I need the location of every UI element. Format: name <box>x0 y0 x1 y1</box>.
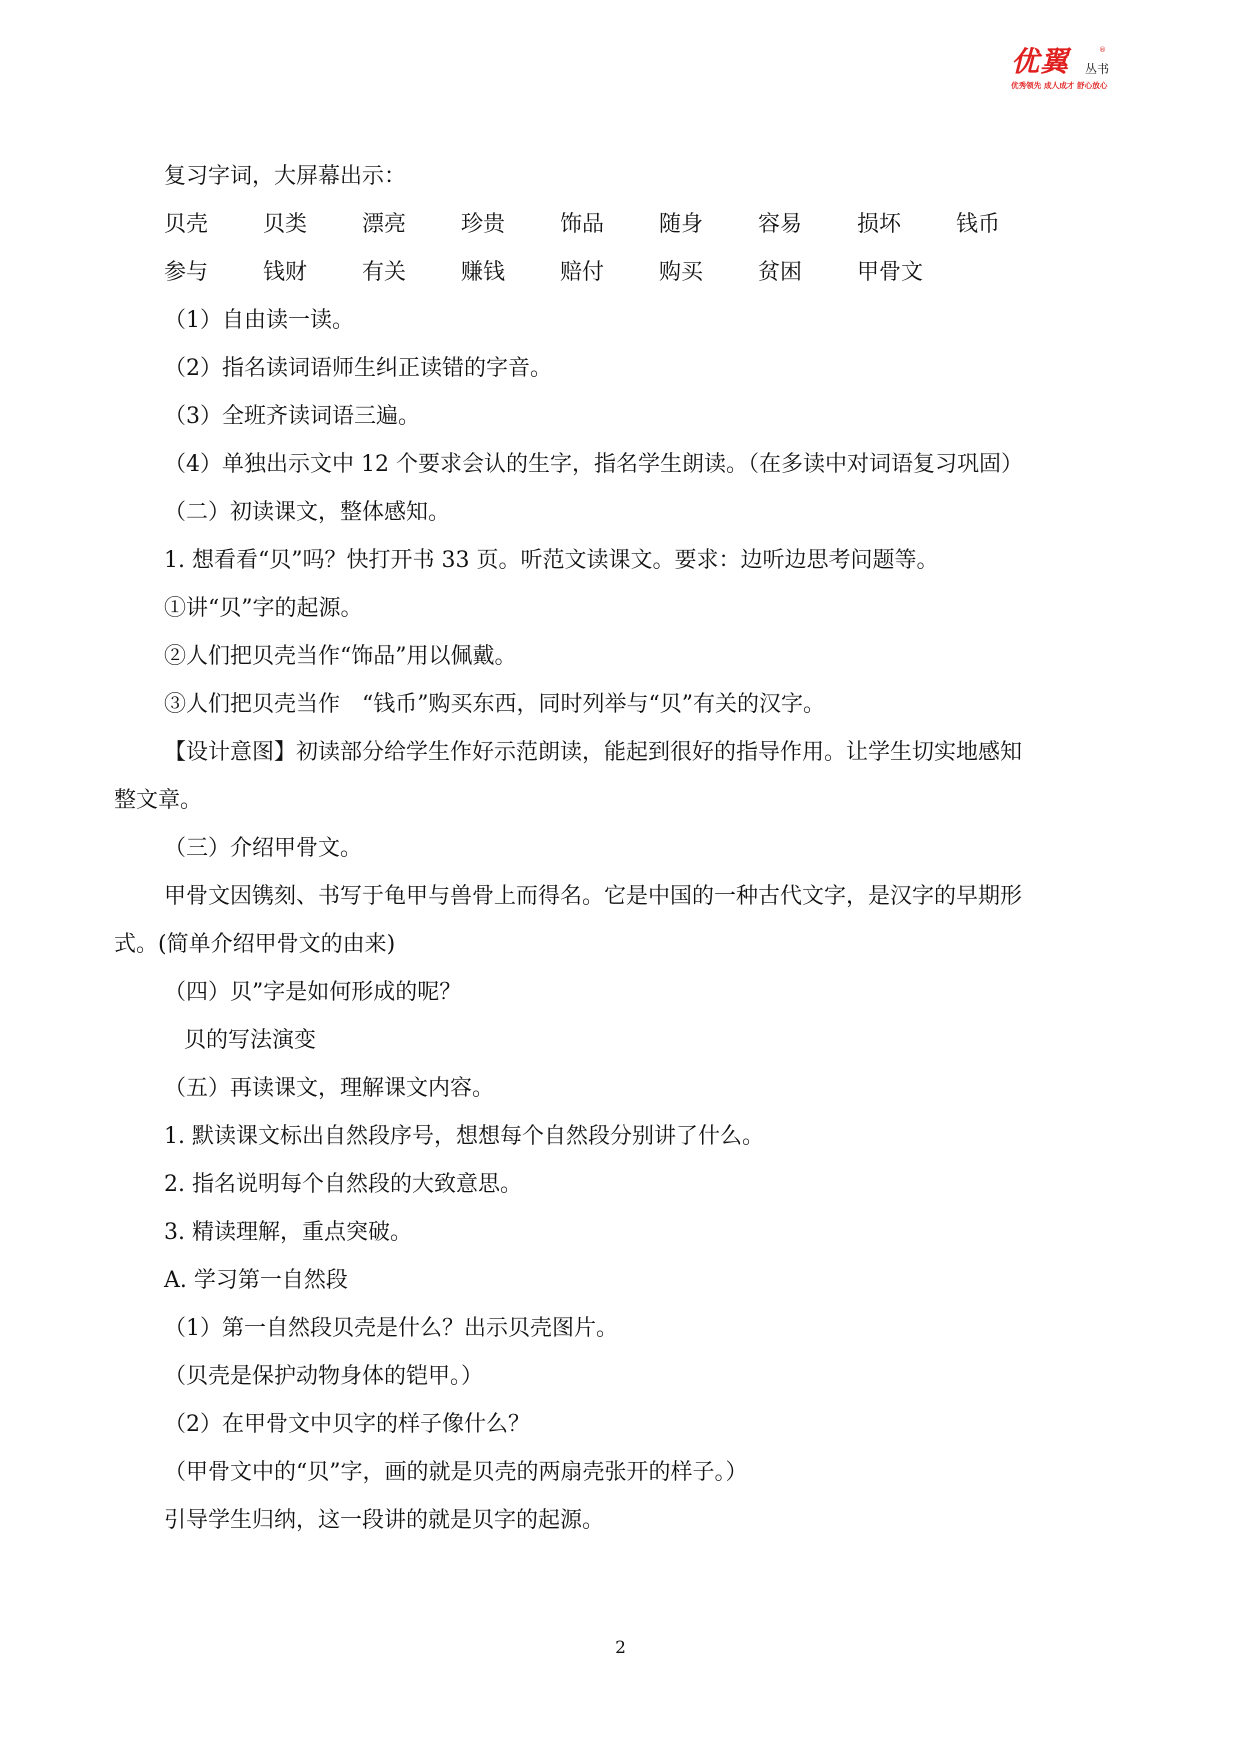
word-item: 贝类 <box>263 212 308 237</box>
paragraph: （贝壳是保护动物身体的铠甲。） <box>164 1364 484 1389</box>
word-item: 随身 <box>659 212 704 237</box>
paragraph: （1）第一自然段贝壳是什么？出示贝壳图片。 <box>164 1316 618 1341</box>
paragraph: 3. 精读理解，重点突破。 <box>164 1220 412 1245</box>
paragraph: 式。(简单介绍甲骨文的由来) <box>114 932 396 957</box>
paragraph: ②人们把贝壳当作“饰品”用以佩戴。 <box>164 644 517 669</box>
paragraph: ①讲“贝”字的起源。 <box>164 596 363 621</box>
word-item: 赔付 <box>560 260 605 285</box>
paragraph: （2）在甲骨文中贝字的样子像什么？ <box>164 1412 530 1437</box>
section-heading: （四）贝”字是如何形成的呢？ <box>164 980 462 1005</box>
paragraph: 1. 想看看“贝”吗？快打开书 33 页。听范文读课文。要求：边听边思考问题等。 <box>164 548 939 573</box>
page-number: 2 <box>615 1638 626 1658</box>
word-item: 有关 <box>362 260 407 285</box>
paragraph: ③人们把贝壳当作 “钱币”购买东西，同时列举与“贝”有关的汉字。 <box>164 692 825 717</box>
paragraph: （2）指名读词语师生纠正读错的字音。 <box>164 356 552 381</box>
paragraph: 整文章。 <box>114 788 203 813</box>
paragraph: （4）单独出示文中 12 个要求会认的生字，指名学生朗读。（在多读中对词语复习巩固） <box>164 452 1023 477</box>
paragraph: 甲骨文因镌刻、书写于龟甲与兽骨上而得名。它是中国的一种古代文字，是汉字的早期形 <box>164 884 1023 909</box>
word-item: 贝壳 <box>164 212 209 237</box>
word-item: 珍贵 <box>461 212 506 237</box>
paragraph: 1. 默读课文标出自然段序号，想想每个自然段分别讲了什么。 <box>164 1124 764 1149</box>
word-item: 购买 <box>659 260 704 285</box>
paragraph: 2. 指名说明每个自然段的大致意思。 <box>164 1172 522 1197</box>
section-heading: （三）介绍甲骨文。 <box>164 836 363 861</box>
section-heading: （五）再读课文，理解课文内容。 <box>164 1076 495 1101</box>
word-item: 饰品 <box>560 212 605 237</box>
logo-series: 丛书 <box>1085 62 1110 76</box>
paragraph: A. 学习第一自然段 <box>164 1268 348 1293</box>
word-item: 钱财 <box>263 260 308 285</box>
publisher-logo <box>1011 46 1129 96</box>
paragraph: （1）自由读一读。 <box>164 308 354 333</box>
word-item: 损坏 <box>857 212 902 237</box>
logo-brand: 优翼 <box>1011 45 1070 78</box>
word-item: 钱币 <box>956 212 1001 237</box>
design-intent-note: 【设计意图】初读部分给学生作好示范朗读，能起到很好的指导作用。让学生切实地感知 <box>164 740 1023 765</box>
paragraph: 复习字词，大屏幕出示： <box>164 164 407 189</box>
paragraph: （3）全班齐读词语三遍。 <box>164 404 420 429</box>
word-item: 贫困 <box>758 260 803 285</box>
word-item: 漂亮 <box>362 212 407 237</box>
logo-registered-mark: ® <box>1099 46 1106 54</box>
word-item: 赚钱 <box>461 260 506 285</box>
paragraph: （甲骨文中的“贝”字，画的就是贝壳的两扇壳张开的样子。） <box>164 1460 748 1485</box>
section-heading: （二）初读课文，整体感知。 <box>164 500 451 525</box>
paragraph: 引导学生归纳，这一段讲的就是贝字的起源。 <box>164 1508 605 1533</box>
word-item: 甲骨文 <box>857 260 924 285</box>
paragraph: 贝的写法演变 <box>184 1028 317 1053</box>
word-item: 参与 <box>164 260 209 285</box>
logo-slogan: 优秀领先 成人成才 舒心放心 <box>1011 81 1108 90</box>
word-item: 容易 <box>758 212 803 237</box>
